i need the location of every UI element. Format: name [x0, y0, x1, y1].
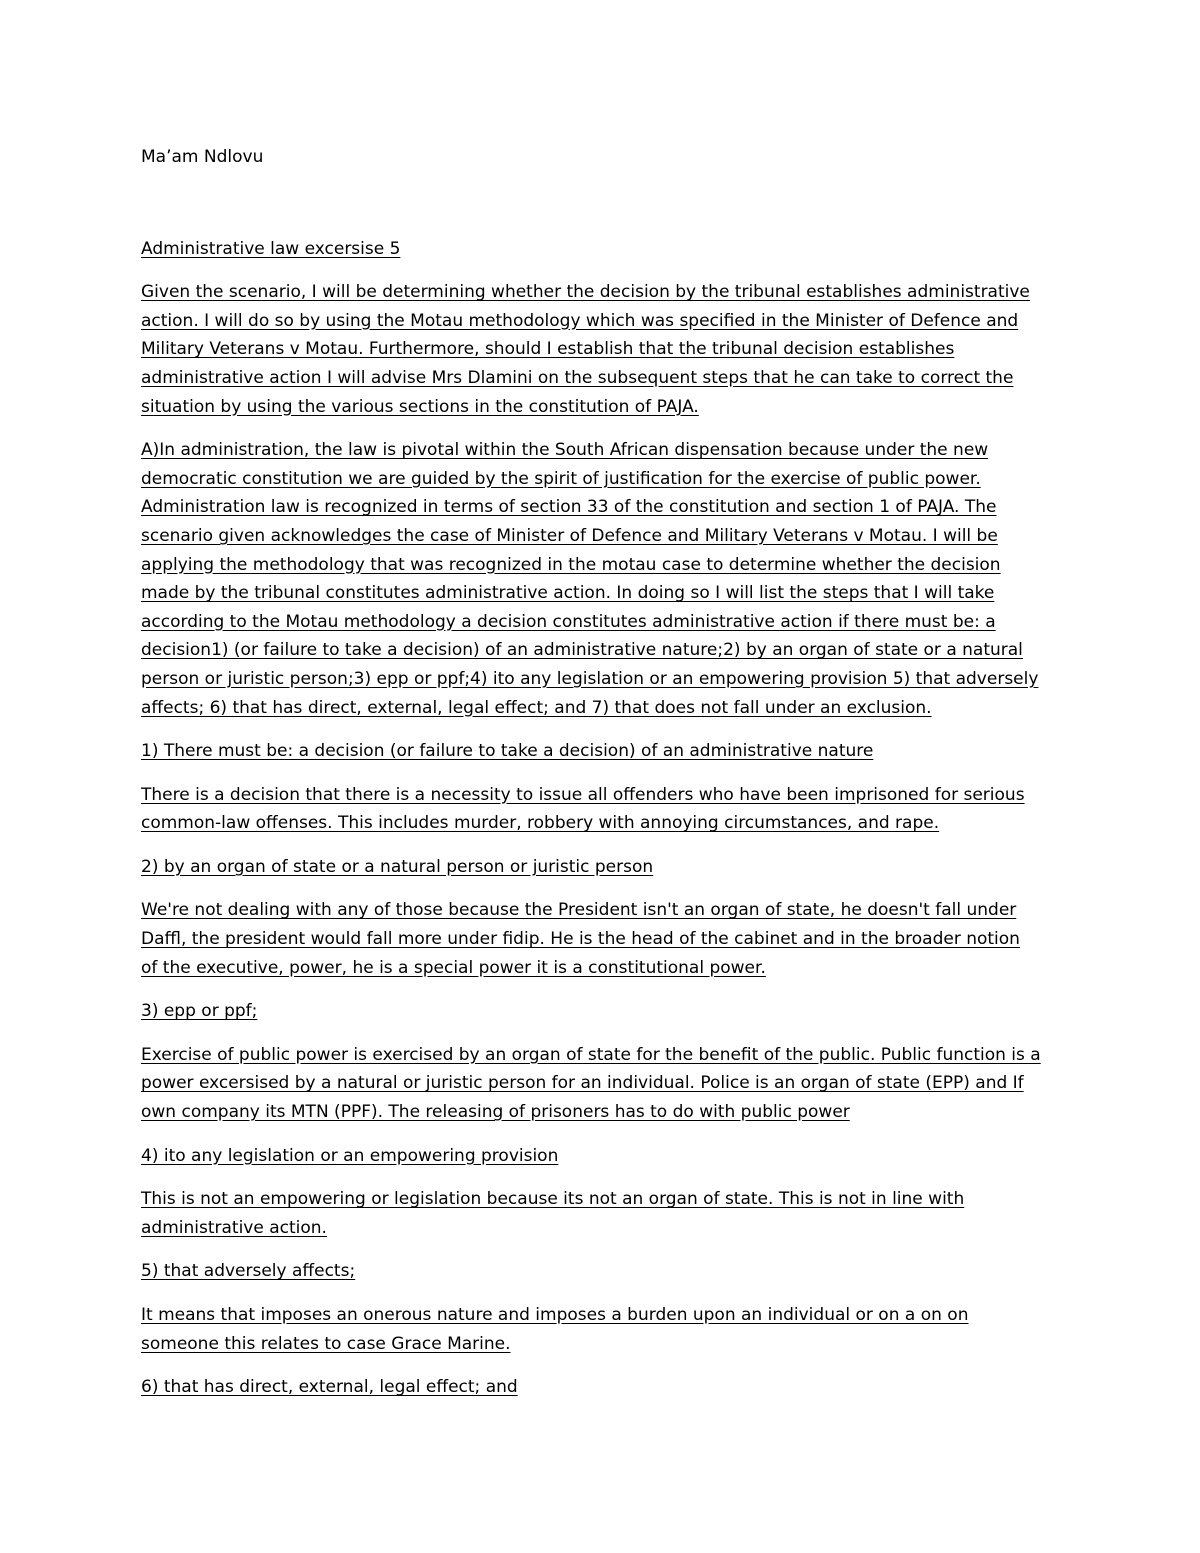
paragraph — [141, 997, 1066, 1026]
text-line: 1) There must be: a decision (or failure to take a decision) of an administrative nature — [141, 741, 874, 762]
text-line: of the executive, power, he is a special power it is a constitutional power. — [141, 957, 766, 978]
text-line: 6) that has direct, external, legal effect; and — [141, 1377, 518, 1398]
paragraph — [141, 737, 1066, 766]
text-line: A)In administration, the law is pivotal within the South African dispensation because under the new — [141, 440, 989, 461]
text-line: This is not an empowering or legislation because its not an organ of state. This is not in line with — [141, 1189, 965, 1210]
text-line: We're not dealing with any of those because the President isn't an organ of state, he doesn't fall under — [141, 900, 1017, 921]
paragraph — [141, 1373, 1066, 1402]
text-line: 3) epp or ppf; — [141, 1001, 258, 1022]
text-line: decision1) (or failure to take a decision) of an administrative nature;2) by an organ of state or a natural — [141, 640, 1023, 661]
paragraph — [141, 1142, 1066, 1171]
text-line: common-law offenses. This includes murder, robbery with annoying circumstances, and rape. — [141, 813, 940, 834]
text-line: administrative action. — [141, 1217, 327, 1238]
text-line: 2) by an organ of state or a natural person or juristic person — [141, 856, 654, 877]
text-line: situation by using the various sections in the constitution of PAJA. — [141, 396, 699, 417]
text-line: person or juristic person;3) epp or ppf;4) ito any legislation or an empowering provision 5) that adversely — [141, 668, 1039, 689]
text-line: scenario given acknowledges the case of Minister of Defence and Military Veterans v Motau. I will be — [141, 525, 998, 546]
paragraph — [141, 781, 1066, 838]
text-line: Daffl, the president would fall more under fidip. He is the head of the cabinet and in the broader notion — [141, 929, 1020, 950]
text-line: democratic constitution we are guided by the spirit of justification for the exercise of public power. — [141, 468, 981, 489]
text-line: Given the scenario, I will be determining whether the decision by the tribunal establishes administrative — [141, 282, 1030, 303]
paragraph — [141, 853, 1066, 882]
paragraph — [141, 436, 1066, 722]
paragraph-list — [141, 278, 1066, 1402]
paragraph — [141, 1185, 1066, 1242]
document-body — [141, 143, 1066, 1417]
paragraph — [141, 1301, 1066, 1358]
paragraph — [141, 1257, 1066, 1286]
text-line: 5) that adversely affects; — [141, 1261, 356, 1282]
text-line: power excersised by a natural or juristic person for an individual. Police is an organ of state (EPP) and If — [141, 1073, 1024, 1094]
text-line: Exercise of public power is exercised by an organ of state for the benefit of the public. Public function is a — [141, 1044, 1041, 1065]
document-title: Administrative law excersise 5 — [141, 238, 401, 259]
paragraph — [141, 278, 1066, 421]
text-line: Military Veterans v Motau. Furthermore, should I establish that the tribunal decision establishes — [141, 339, 955, 360]
text-line: administrative action I will advise Mrs Dlamini on the subsequent steps that he can take to correct the — [141, 367, 1014, 388]
paragraph — [141, 896, 1066, 982]
text-line: own company its MTN (PPF). The releasing of prisoners has to do with public power — [141, 1102, 850, 1123]
paragraph — [141, 1041, 1066, 1127]
text-line: It means that imposes an onerous nature and imposes a burden upon an individual or on a on on — [141, 1305, 969, 1325]
text-line: someone this relates to case Grace Marine. — [141, 1333, 511, 1354]
text-line: Administration law is recognized in terms of section 33 of the constitution and section 1 of PAJA. The — [141, 497, 997, 518]
text-line: made by the tribunal constitutes administrative action. In doing so I will list the steps that I will take — [141, 583, 995, 604]
text-line: action. I will do so by using the Motau methodology which was specified in the Minister of Defence and — [141, 310, 1019, 331]
text-line: affects; 6) that has direct, external, legal effect; and 7) that does not fall under an exclusion. — [141, 697, 932, 718]
author-name: Ma’am Ndlovu — [141, 147, 264, 167]
text-line: applying the methodology that was recognized in the motau case to determine whether the decision — [141, 554, 1001, 575]
text-line: There is a decision that there is a necessity to issue all offenders who have been imprisoned for serious — [141, 784, 1025, 805]
text-line: 4) ito any legislation or an empowering provision — [141, 1145, 559, 1166]
text-line: according to the Motau methodology a decision constitutes administrative action if there must be: a — [141, 611, 996, 632]
